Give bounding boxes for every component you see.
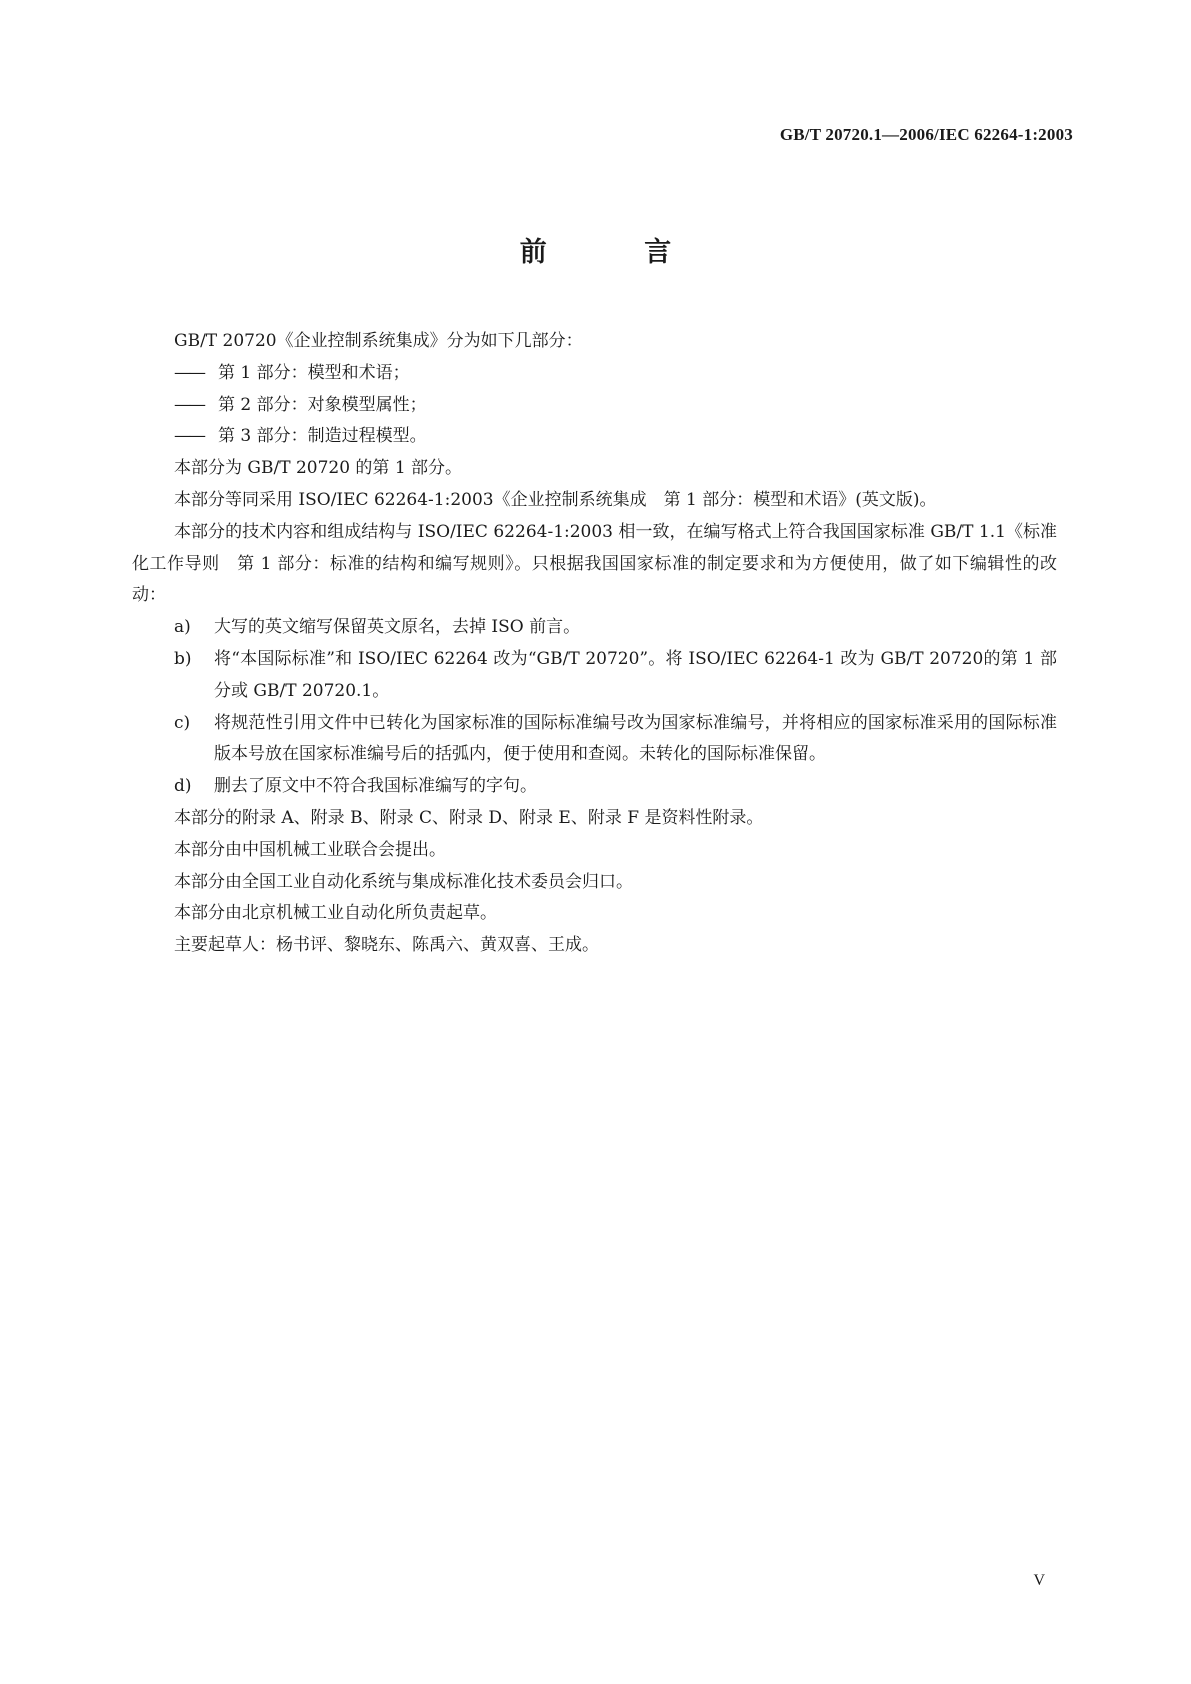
standard-code: GB/T 20720.1—2006/IEC 62264-1:2003	[779, 125, 1073, 144]
list-item-change-d	[132, 771, 1057, 803]
list-item-part-2	[132, 390, 1057, 422]
foreword-body	[132, 326, 1057, 962]
list-marker: b)	[174, 648, 192, 669]
list-item-text: 删去了原文中不符合我国标准编写的字句。	[214, 776, 537, 797]
list-item-text: 第 2 部分：对象模型属性；	[218, 394, 427, 415]
paragraph-proposer: 本部分由中国机械工业联合会提出。	[174, 839, 446, 860]
paragraph-parts-intro: GB/T 20720《企业控制系统集成》分为如下几部分：	[174, 331, 583, 351]
list-item-change-b	[132, 644, 1057, 708]
list-item-change-a	[132, 612, 1057, 644]
list-item-text: 将规范性引用文件中已转化为国家标准的国际标准编号改为国家标准编号，并将相应的国家标准采用的国际标准版本号放在国家标准编号后的括弧内，便于使用和查阅。未转化的国际标准保留。	[214, 712, 1057, 765]
list-item-change-c	[132, 708, 1057, 772]
paragraph-committee: 本部分由全国工业自动化系统与集成标准化技术委员会归口。	[174, 871, 633, 892]
dash-marker: ——	[174, 362, 204, 383]
list-item-text: 大写的英文缩写保留英文原名，去掉 ISO 前言。	[214, 617, 581, 638]
paragraph-drafters: 主要起草人：杨书评、黎晓东、陈禹六、黄双喜、王成。	[174, 935, 599, 956]
page-number: V	[1033, 1572, 1045, 1589]
paragraph-adoption: 本部分等同采用 ISO/IEC 62264-1:2003《企业控制系统集成 第 1 部分：模型和术语》(英文版)。	[174, 489, 937, 510]
list-marker: d)	[174, 776, 192, 797]
list-item-text: 将“本国际标准”和 ISO/IEC 62264 改为“GB/T 20720”。将 ISO/IEC 62264-1 改为 GB/T 20720的第 1 部分或 GB/T 20720.1。	[214, 648, 1057, 701]
dash-marker: ——	[174, 394, 204, 415]
list-marker: c)	[174, 712, 191, 733]
list-item-text: 第 3 部分：制造过程模型。	[218, 426, 427, 447]
paragraph-consistency: 本部分的技术内容和组成结构与 ISO/IEC 62264-1:2003 相一致，在编写格式上符合我国国家标准 GB/T 1.1《标准化工作导则 第 1 部分：标准的结构和编写规则》。只根据我国国家标准的制定要求和为方便使用，做了如下编辑性的改动：	[132, 521, 1057, 606]
dash-marker: ——	[174, 426, 204, 447]
list-item-text: 第 1 部分：模型和术语；	[218, 362, 410, 383]
paragraph-drafting-org: 本部分由北京机械工业自动化所负责起草。	[174, 903, 497, 924]
page-title: 前 言	[519, 237, 716, 268]
list-item-part-1	[132, 358, 1057, 390]
list-marker: a)	[174, 617, 191, 638]
paragraph-part-scope: 本部分为 GB/T 20720 的第 1 部分。	[174, 458, 463, 479]
list-item-part-3	[132, 421, 1057, 453]
paragraph-annexes: 本部分的附录 A、附录 B、附录 C、附录 D、附录 E、附录 F 是资料性附录。	[174, 807, 764, 828]
